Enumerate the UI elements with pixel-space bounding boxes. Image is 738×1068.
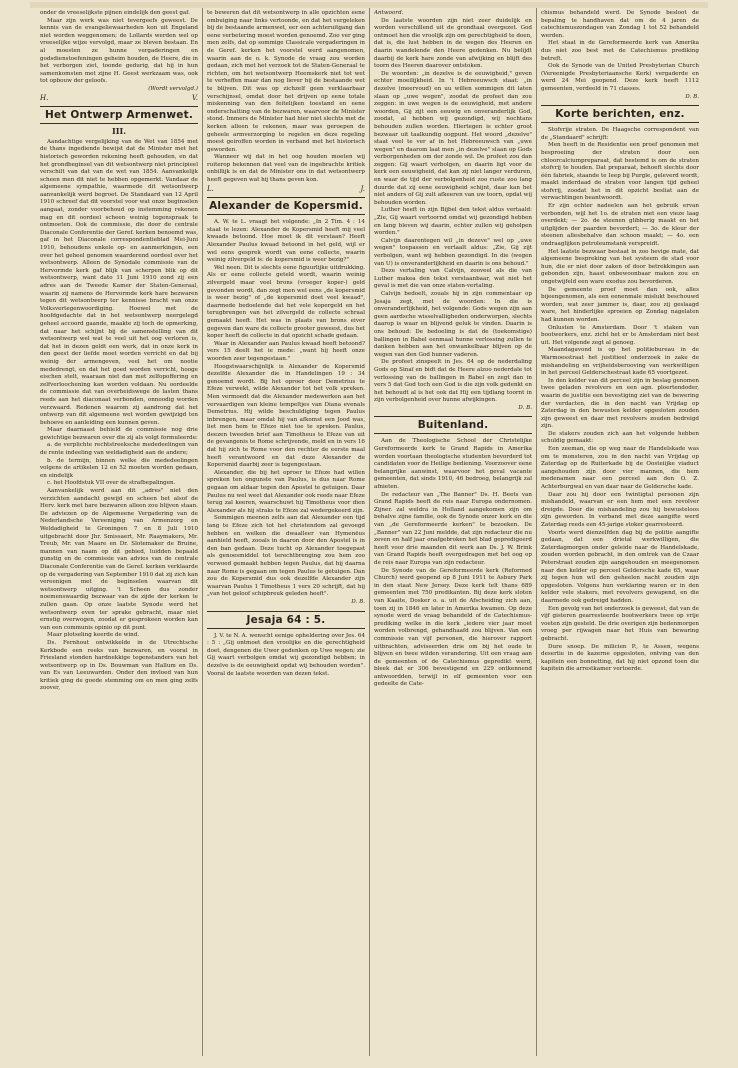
- paragraph: Stofvrije straten. De Haagsche correspondent van de „Standaard" schrijft:: [541, 127, 699, 141]
- paragraph: Ook de Synode van de United Presbyterian Church (Vereenigde Presbyteriaansche Kerk) vergaderde en werd 24 Mei geopend. Deze kerk heeft 1112 gemeenten, verdeeld in 71 classes.: [541, 63, 699, 92]
- paragraph: Maandagavond is op het politiebureau in de Warmoesstraat het justitieel onderzoek in zake de mishandeling en vrijheidsberooving van werkwilligen in het perceel Gelderschestraat kade 65 voortgezet.: [541, 347, 699, 377]
- column-4: [541, 10, 699, 1050]
- paragraph: Alexander, die bij het oproer te Efeze had willen spreken ten ongunste van Paulus, is dus naar Rome gegaan om aldaar tegen den Apostel te getuigen. Daar Paulus nu wel weet dat Alexander ook reeds naar Efeze terug zal keeren, waarschuwt hij Timotheus voor dien Alexander als hij straks te Efeze zal wedergekeerd zijn.: [207, 469, 365, 514]
- paragraph: Een zeeman, die op weg naar de Handelskade was om te monsteren, zou in den nacht van Vrijdag op Zaterdag op de Ruiterkade bij de Oosteiijke viaduct aangehouden zijn door vier mannen, die hem medenamen naar een perceel aan den O. Z. Achterburgwal en van daar naar de Geldersche kade.: [541, 446, 699, 491]
- signature-row: [40, 95, 198, 103]
- article-heading: Jesaja 64 : 5.: [207, 611, 365, 629]
- paragraph: Hoogstwaarschijnlijk is Alexander de Kopersmid dezelfde Alexander die in Handelingen 19 : 34 genoemd wordt. Bij het oproer door Demetrius te Efeze verwekt, wilde Alexander tot het volk spreken. Men vermoedt dat die Alexander medewerken aan het vervaardigen van kleine tempeltjes van Diana evenals Demetrius. Hij wilde beschuldiging tegen Paulus inbrengen, maar omdat hij van afkomst een Jood was, liet men hem te Efeze niet toe te spreken. Paulus, deezen tweeden brief aan Timotheus te Efeze van uit de gevangenis te Rome schrijvende, meld en in vers 16 dat hij zich te Rome voor den rechter de eerste maal heeft verantwoord en dat deze Alexander de Kopersmid daarbij zeer is tegengestaan.: [207, 363, 365, 469]
- paragraph: te beweren dat dit wetsontwerp in alle opzichten eene ombuiging naar links vertoonde, en dat het vergeleken bij de bestaande armenwet, eer een achteruitgang dan eene verbetering moest worden genoemd. Zoo ver ging men zelfs, dat op sommige Classicale vergaderingen in de Geref. kerken het voorstel werd aangenomen, waarin aan de o. k. Synode de vraag zou worden gedaan, zich met het verzoek tot de Staten-Generaal te richten, om het wetsontwerp Heemskerk niet tot wet te verheffen maar dan nog liever bij de bestaande wet te blijven. Dit was op zichzelf geen verklaarbaar verschijnsel, omdat door het drijven op eene totale miskenning van den feitelijken toestand en eene onderschatting van de bezwaren, waarvoor de Minister stond. Immers de Minister had hier niet slechts met de kerken alleen te rekenen, maar was geroepen de geheele armverzorging te regelen en deze regeling moest geiroffen worden in verband met het historisch geworden.: [207, 10, 365, 153]
- signature: D. B.: [685, 93, 699, 100]
- paragraph: Ds. Fernhout ontwikkelde in de Utrechtsche Kerkbode een reeks van bezwaren, en vooral in Friesland stonden hardnekkige tegenstanders van het wetsontwerp op in Ds. Bouwman van Hallum en Ds. van Es van Leeuwarden. Onder den invloed van hun kritiek ging de goede stemming om en men ging zelfs zoover,: [40, 639, 198, 692]
- paragraph: Het staat in de Gereformeerde kerk van Amerika dus niet zoo best met de Catechismus prediking betreft.: [541, 40, 699, 62]
- paragraph: Maar zijn werk was niet tevergeefs geweest. De kennis van de evangeliewaarheden kon uit Engeland niet worden weggenomen; de Lollards werden wel op vreeselijke wijze vervolgd, maar ze bleven bestaan. En al moesten ze hunne vergaderingen en godsdienstoefeningen geheim houden, de Heere, die in het verborgen ziet, toonde gedurig, dat hij in hun samenkomsten met zijne H. Geest werkzaam was, ook tot opbouw der geloofs.: [40, 17, 198, 85]
- column-rule: [202, 8, 203, 1056]
- paragraph: Men heeft in de Residentie een proef genomen met besproeiing der straten door een chloorcalciumpreparaat, dat bestemd is om de straten stofvrij te houden. Dat preparaat, behoeft slechts door één fabriek, staande te Ieep bij Purgle, geleverd wordt, maakt inderdaad de straten voor langen tijd geheel stofvrij, zoodat het in dit opzicht besliat aan de verwachtingen beantwoordt.: [541, 142, 699, 202]
- paragraph: Wel neen. Dit is slechts eene figuurlijke uitdrukking. Als er eene collecte geteld wordt, waarin weinig zilvergeld maar veel brons (vroeger koper-) geld gevonden wordt, dan zegt men wel eens „de kopersmid is weer bezig" of „de kopersmid doet veel kwaad", daarmede bedoelende dat het vele kopergeld en het terugbrengen van het zilvergeld de collecte schraal gemaakt heeft. Het was in plaats van brons eiver gegeven dan ware de collecte grooter geweest, dus het koper heeft de collecte in dat opzicht schade gedaan.: [207, 264, 365, 340]
- article-heading: Het Ontwerp Armenwet.: [40, 106, 198, 124]
- column-3: [374, 10, 532, 1050]
- signature-left: L.: [207, 184, 214, 193]
- signature-row: [207, 186, 365, 194]
- paragraph: Dure snoep. De milicien P., te Assen, wegens desertie in de kazerne opgesloten, ontving van den kapitein een bonnetting, dat hij niet opzond toen die kapitein die arrestkamer vertoerde.: [541, 643, 699, 673]
- continued-note: (Wordt vervolgd.): [148, 85, 198, 92]
- paragraph: De stakers zouden zich aan het volgende hebben schuldig gemaakt:: [541, 430, 699, 445]
- paragraph: Luther heeft in zijn Bijbel den tekst aldus vertaald: „Zie, Gij waart vertoornd omdat wij gezondigd hebben en lang bleven wij daarin, echter zullen wij geholpen worden.": [374, 207, 532, 237]
- paragraph: Een gevolg van het onderzoek is geweest, dat van de vijf gisteren gearresteerde bootwerkers twee op vrije voeten zijn gesteld. De drie overigen zijn bedenmorgen vroeg per rijwagen naar het Huis van bewaring gebracht.: [541, 605, 699, 642]
- paragraph: Waar in Alexander aan Paulus kwaad heeft betoond? vers 15 deelt het ie mede: „want hij heeft onze woorden zeer tegengestaan.": [207, 340, 365, 362]
- paragraph: In den kelder van dit perceel zijn in beslag genomen twee geladen revolvers en een agn. ploertendoder, waarin de justitie een bevestiging ziet van de bewering der verdacten, die in den nacht van Vrijdag op Zaterdag in den bewusten kelder opgesloten zouden zijn geweest en daar met revolvers zouden bedreigd zijn.: [541, 377, 699, 430]
- signature: D. B.: [351, 598, 365, 605]
- paragraph: De woorden: „in dezelve is de eeuwigheid," geven echter moeilijkheid. In 't Hebreeuwsch staat: „in dezelve (meervoud) en uu willen sommigen dit laten slaan op „uwe wegen", zoodat de profeet dan zou zeggen: in uwe wegen is de eeuwigheid, met andere woorden, Gij zijt een eeuwig en onveranderlijk God, zoodat, al hebben wij gezondigd, wij nochtans behouden zullen worden. Hiertegen is echter groot bezwaar uit taalkundig oogpunt. Het woord „dezelve" staat veel te ver af in het Hebreeuwsch van „uwe wegen" en daarom laat men „in dezelve" slaan op Gods verborgenheden om der zonde wil. De profeet zou dan zeggen: Gij waart verbolgen, en daarin ligt voor de kerk een eeuwigheid, dat kan zij niet langer verduren, en waar de tijd der verbolgenheid zoo ruste zoo lang duurde dat zij eene eeuwigheid schijnt, daar kan het niet anders of Gij zult afkeeren van uw toorn, opdat wij behouden worden.: [374, 70, 532, 206]
- signature: D. B.: [518, 404, 532, 411]
- paragraph: Antwoord.: [374, 10, 404, 16]
- paragraph: De Synode van de Gereformeerde kerk (Reformed Church) werd geopend op 8 Juni 1911 te Asbury Park in den staat New Jersey. Deze kerk telt thans 689 gemeenten met 750 predikanten. Bij deze kerk sloten van Kaaite, Dosker o. a. uit de Afscheiding zich aan, toen zij in 1846 en later in Amerika kwamen. Op deze synode werd de vraag behandeld of de Catechismus-prediking welke in die kerk „iedere vier jaar moet worden volbrengd, gehandhaafd zou blijven. Van een commissie van vijf personen, die hierover rapport uitbrachten, adviseerden drie om bij het oude te blijven en twee wilden verandering. Uit een vraag aan de gemeenten of de Catechismus gepredikt werd, bleek dat er 306 bevestigend en 229 ontkennend antwoordden, terwijl in elf gemeenten voor een gedeelte de Cate-: [374, 567, 532, 688]
- paragraph: Aandachtige vergelijking van de Wet van 1854 met de thans ingediende bewijst dat de Minister met het historisch geworden rekening heeft gehouden, en dat het grondbeginsel van dit wetsontwerp niet principieel verschilt van dat van de wet van 1854. Aanvankelijk scheen men dit niet te hebben opgemerkt. Vandaar de algemeene sympathie, waarmede dit wetsontwerp aanvankelijk werd begroet. De Standaard van 12 April 1910 schreef dat dit voorstel voor wat onze beginselen aangaat, zonder voorbehoud op instemming rekenen mag en dit oordeel scheen weinig tegenspraak te ontmoeten. Ook de commissie, die door de centrale Diaconale Conferentie der Geref. kerken benoemd was, gaf in het Diaconale correspondentieblad Mei-Juni 1910, behoudens enkele op- en aanmerkingen, een over het geheel genomen waarderend oordeel over het wetsontwerp. Alleen de Synodale commissie van de Hervormde kerk gaf blijk van scherpen blik op dit wetsontwerp, want dato 11 Juni 1910 zond zij een adres aan de Tweede Kamer der Staten-Generaal, waarin zij namens de Hervormde kerk hare bezwaren tegen dit wetsontwerp ter kennisse bracht van onze Volksvertegenwoordiging. Hoewel met de hoofdgedachte dat in het wetsontwerp neergelegd geheel accoord gaande, maakte zij toch de opmerking, dat naar het schijnt bij de samenstelling van dit wetsontwerp wel wat te veel uit het oog verloren is, dat het in dezen geldt een werk, dat in onze kerk in den geest der liefde moet worden verricht en dat bij weinig der armengeven, veel het om nootie mededrengt, en dat het goed worden verricht, hooge eischen stelt, waaraan niet dan met zelfopoffering en zelfverloochening kan worden voldaan. Nu oordeelde de commissie dat van overheidswege de lasten thans reeds aan het diaconaat verbonden, onnoodig worden verzwaard. Redenen waarom zij aandrong dat het ontwerp van dit algemeene wet worden gewijzigd ten behoeve en aanleiding een kunnen geven.: [40, 138, 198, 426]
- article-heading: Buitenland.: [374, 416, 532, 434]
- article-heading: Korte berichten, enz.: [541, 105, 699, 123]
- signature-right: V.: [191, 93, 198, 102]
- paragraph: Aanvankelijk werd aan dit „adres" niet den verzichten aandacht gewijd en scheen het alsof de Herv. kerk met hare bezwaren alleen zou blijven staan. De adviezen op de Algemeene Vergadering van de Nederlandsche Vereeniging van Armenzorg en Weldadigheid te Groningen 7 en 8 Juli 1910 uitgebracht door Jhr. Smissaert, Mr. Raaymakers, Mr. Treub, Mr. van Maare en Dr. Slotemaker de Bruine, mannen van naam op dit gebied, luidden bepaald gunstig en de commissie van advies van de centrale Diaconale Conferentie van de Geref. kerken verklaarde op de vergadering van September 1910 dat zij zich kan vereenigen met de beginselen waarvan dit wetsontwerp uitging. 't Scheen dus zonder noemenswaardig bezwaar van de zijde der kerken te zullen gaan. Op onze laatste Synode werd het wetsontwerp even ter sprake gebracht, maar niet ernstig overwogen, zoodat er gesprokeen worden kan van een communis opinio op dit punt.: [40, 488, 198, 631]
- paragraph: Onlusten te Amsterdam. Door 't staken van bootwerkers, enz. zicht het er te Amsterdam niet best uit. Het volgende zegt al genoeg.: [541, 324, 699, 346]
- column-rule: [369, 8, 370, 1056]
- paragraph: chismus behandeld werd. De Synode besloot de bepaling te handhaven dat om de 4 jaren de catechismuszondagen van Zondag 1 tot 52 behandeld werden.: [541, 10, 699, 39]
- paragraph: De profeet zinspeelt in Jes. 64 op de nederdaling Gods op Sinaï en bidt dat de Heere alzoo nederdale tot verlossing van de ballingen in Babel en zegt dan in vers 5 dat God toch een God is die zijn volk gedenkt en het behoudt al is het ook dat Hij een tijdlang toornt in zijn verbolgenheid over hunne afwijkingen.: [374, 359, 532, 404]
- column-1: [40, 10, 198, 1050]
- paragraph: onder de vreeselijkste pijnen eindelijk den geest gaf.: [40, 10, 190, 16]
- paragraph: Deze vertaling van Calvijn, zooveel als die van Luther makea den tekst verstaanbaar, wat niet het geval is met die van onze staten-vertaling.: [374, 268, 532, 290]
- paragraph: De redacteur van „The Banner" Ds. H. Beets van Grand Rapids heeft de reis naar Europa ondernomen. Zijner. zal weldra in Holland aangekomen zijn om behalve zijne familie, ook de Synode onzer kerk en die van „de Gereformeerde kerken" te bezoeken. De „Banner" van 22 Juni meldde, dat zijn redacteur die nu zeven en half jaar onafgebroken het blad gepredigeerd heeft voor drie maanden dit werk aan Ds. J. W. Brink van Grand Rapids heeft overgedragen met het oog op de reis naar Europa van zijn redacteur.: [374, 491, 532, 566]
- paragraph: A. W. te L. vraagt het volgende: „In 2 Tim. 4 : 14 staat te lezen: Alexander de Kopersmid heeft mij veel kwaads betoond. Hoe moet ik dit verstaan? Heeft Alexander Paulus kwaad betoond in het geld, wijl er wel eens gesprek wordt van eene collecte, waarin weinig zilvergeld is: de kopersmid is weer bezig?": [207, 219, 365, 264]
- signature-left: H.: [40, 93, 49, 102]
- paragraph: Maar daarnaast behield de commissie nog drie gewichtige bezwaren over die zij als volgt formuleerde:: [40, 427, 198, 441]
- signature-right: J.: [360, 184, 365, 193]
- paragraph: Er zijn echter nadeelen aan het gebruik ervan verbonden, wijl het 1o. de straten met een vieze laag overdekt; — 2o. de steenen glibberig maakt en het uitglijden der paarden bevordert; — 3o. de kleur der steenen allesbehalve dan schoon maakt; — 4o. een ondraaglijken petroleumstank verspreidt.: [541, 203, 699, 248]
- paragraph: De laatste woorden zijn niet zeer duidelijk en worden verschillend uit de grondtaal overgezet. God ontmoet hen die vroolijk zijn om gerechtigheid te doen, dat is, die lust hebben in de wegen des Heeren en daarin wandelende den Heere gedenken. Nu belijdt daarbij de kerk hare zonde van afwijking en blijft des toorn des Heeren daarover ontstoken.: [374, 17, 532, 70]
- article-subheading: III.: [111, 126, 126, 137]
- column-2: [207, 10, 365, 1050]
- paragraph: Aan de Theologische School der Christelijke Gereformeerde kerk te Grand Rapids in Amerika worden voortaan theologische studenten bevorderd tot candidaten voor de Heilige bediening. Voorzoover eene belangrijke aanwinst, waarvoor het geval vacante gemeenten, dat sinds 1910, 46 bedroeg, belangrijk zal afnieten.: [374, 438, 532, 491]
- article-heading: Alexander de Kopersmid.: [207, 197, 365, 215]
- paragraph: De gemeente proef moet dan ook, alles bijeengenomen, als een eenenmale mislukt beschouwd worden, wat zeer jammer is, daar, zou zij geslaagd ware, het hinderlijke sproeien op Zondag nagelaten had kunnen worden.: [541, 286, 699, 323]
- paragraph: a. de verplichte rechtstreeksche mededeelingen van de rente indeeling van weldadigheid aan de andere;: [40, 442, 198, 457]
- column-rule: [536, 8, 537, 1056]
- paragraph: Daar zou hij door een twintigtal personen zijn mishandeld, waarvan er een hem met een revolver dreigde. Door die mishandeling zou hij bewusteloos zijn geworden. In verband met deze aangifte werd Zaterdag reeds een 45-jarige stoker gearresteerd.: [541, 491, 699, 528]
- paragraph: Calvijn bedoelt, zouals hij in zijn commentaar op Jesaja zegt, met de woorden: In die is onveranderlijkheid, het volgende: Gods wegen zijn aan geen aardsche wisselvalligheden onderworpen, slechts daarop is waar en blijvend geluk te vinden. Daarin is ons behoud: De bedoeling is dat de (toekomstige) ballingen in Babel eenmaal hunne verlossing zullen te danken hebben aan het onwankelbaar blijven op de wegen van den God hunner vaderen.: [374, 290, 532, 358]
- paragraph: Wanneer wij dat in het oog houden moeten wij ruiterop bekennen dat veel van de ingebrachte kritiek onbillijk is en dat de Minister ons in dat wetsontwerp heeft gegeven wat hij thans geven kon.: [207, 154, 365, 184]
- paragraph: Voorts werd dienzelfden dag bij de politie aangifte gedaan, dat een drietal werkwilligen, die Zaterdagmorgen onder geleide naar de Handelskade, zouden worden gebracht, in den omtrek van de Czaar Peterstraat zouden zijn aangehouden en meegenomen naar den kelder op perceel Geldersche kade 65, waar zij tegen hun wil den geheelen nacht zouden zijn opgesloten. Volgens hun verklaring waren er in den kelder vele stakers, met revolvers gewapend, en die daarmede ook gedreigd hadden.: [541, 529, 699, 604]
- paragraph: Het laatste bezwaar bestaat in zoo hevige mate, dat algemeene bespreking van het systeem de stad voor hun, die er niet door zaken of door betrekkingen aan gebonden zijn, haast onbewoonbaar maken zou en ongetwijfeld een ware exodus zou bevorderen.: [541, 248, 699, 285]
- paragraph: Calvijn daarentegen wil „in dezeve" wel op „uwe wegen" toepassen en vertaalt aldus: „Zie, Gij zijt verbolgen, want wij hebben gezondigd. In die (wegen van U) is onveranderlijkheid en daarin is ons behoud.": [374, 237, 532, 267]
- paragraph: Sommigen meenen zelfs aan dat Alexander een tijd lang te Efeze zich tot het christendom zal gevoegd hebben en welken die dwaalleer van Hymenëus aanhield heeft, zooals in daaron door den Apostel is in den ban gedaan. Deze tucht op Alexander toegepast als genoesmiddel tot terechtbrenging zou hem zoo verwoed gemaakt hebben tegen Paulus, dat hij daarna naar Rome is gegaan om tegen Paulus te getuigen. Dan zou de Kopersmid dus ook dezelfde Alexander zijn waarvan Paulus 1 Timotheus 1 vers 20 schrijft, dat hij „van het geloof schipbreuk geleden heeft".: [207, 515, 365, 598]
- paragraph: Maar plotseling keerde de wind.: [47, 632, 140, 639]
- paragraph: b. de termijn, binnen welke die mededeelingen volgens de artikelen 12 en 52 moeten worden gedaan, en eindelijk: [40, 457, 198, 479]
- paragraph: J. V. te N. A. wenscht eenige opheldering over Jes. 64 : 5 : „Gij ontmoet den vroolijke en die gerechtigheid doet, dengenen die Uwer gedenken op Uwe wegen; zie Gij waart verbolgen omdat wij gezondigd hebben; in dezelve is de eeuwigheid opdat wij behouden worden". Vooral de laatste woorden van dezen tekst.: [207, 632, 365, 677]
- paragraph: c. het Hoofdstuk VII over de strafbepalingen.: [47, 480, 176, 487]
